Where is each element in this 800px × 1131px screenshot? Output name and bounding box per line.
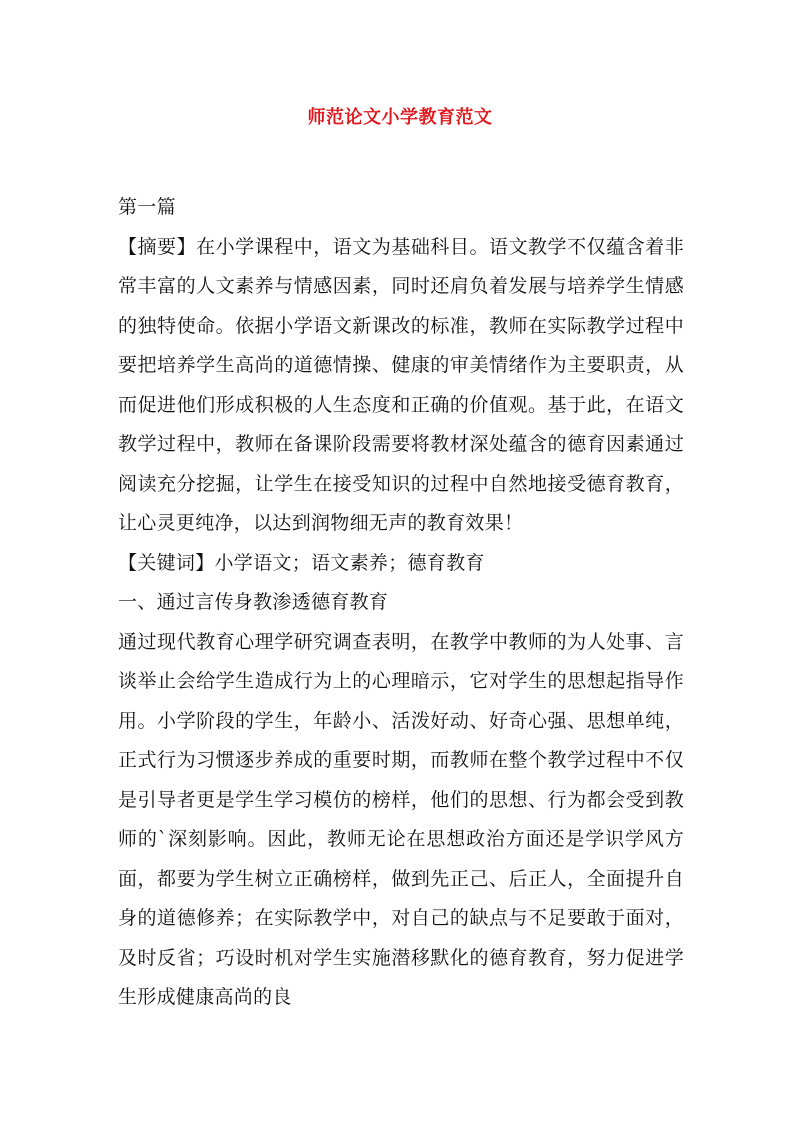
body-paragraph: 通过现代教育心理学研究调查表明，在教学中教师的为人处事、言谈举止会给学生造成行为上的心理暗示，它对学生的思想起指导作用。小学阶段的学生，年龄小、活泼好动、好奇心强、思想单纯，正式行为习惯逐步养成的重要时期，而教师在整个教学过程中不仅是引导者更是学生学习模仿的榜样，他们的思想、行为都会受到教师的`深刻影响。因此，教师无论在思想政治方面还是学识学风方面，都要为学生树立正确榜样，做到先正己、后正人，全面提升自身的道德修养；在实际教学中，对自己的缺点与不足要敢于面对，及时反省；巧设时机对学生实施潜移默化的德育教育，努力促进学生形成健康高尚的良 — [118, 630, 684, 1008]
keywords-line: 【关键词】小学语文；语文素养；德育教育 — [118, 551, 485, 574]
abstract-paragraph: 【摘要】在小学课程中，语文为基础科目。语文教学不仅蕴含着非常丰富的人文素养与情感因素，同时还肩负着发展与培养学生情感的独特使命。依据小学语文新课改的标准，教师在实际教学过程中要把培养学生高尚的道德情操、健康的审美情绪作为主要职责，从而促进他们形成积极的人生态度和正确的价值观。基于此，在语文教学过程中，教师在备课阶段需要将教材深处蕴含的德育因素通过阅读充分挖掘，让学生在接受知识的过程中自然地接受德育教育，让心灵更纯净，以达到润物细无声的教育效果！ — [118, 235, 684, 534]
document-body — [118, 188, 684, 1018]
document-title: 师范论文小学教育范文 — [307, 107, 493, 128]
section-heading: 一、通过言传身教渗透德育教育 — [118, 591, 389, 613]
section-label: 第一篇 — [118, 196, 176, 218]
